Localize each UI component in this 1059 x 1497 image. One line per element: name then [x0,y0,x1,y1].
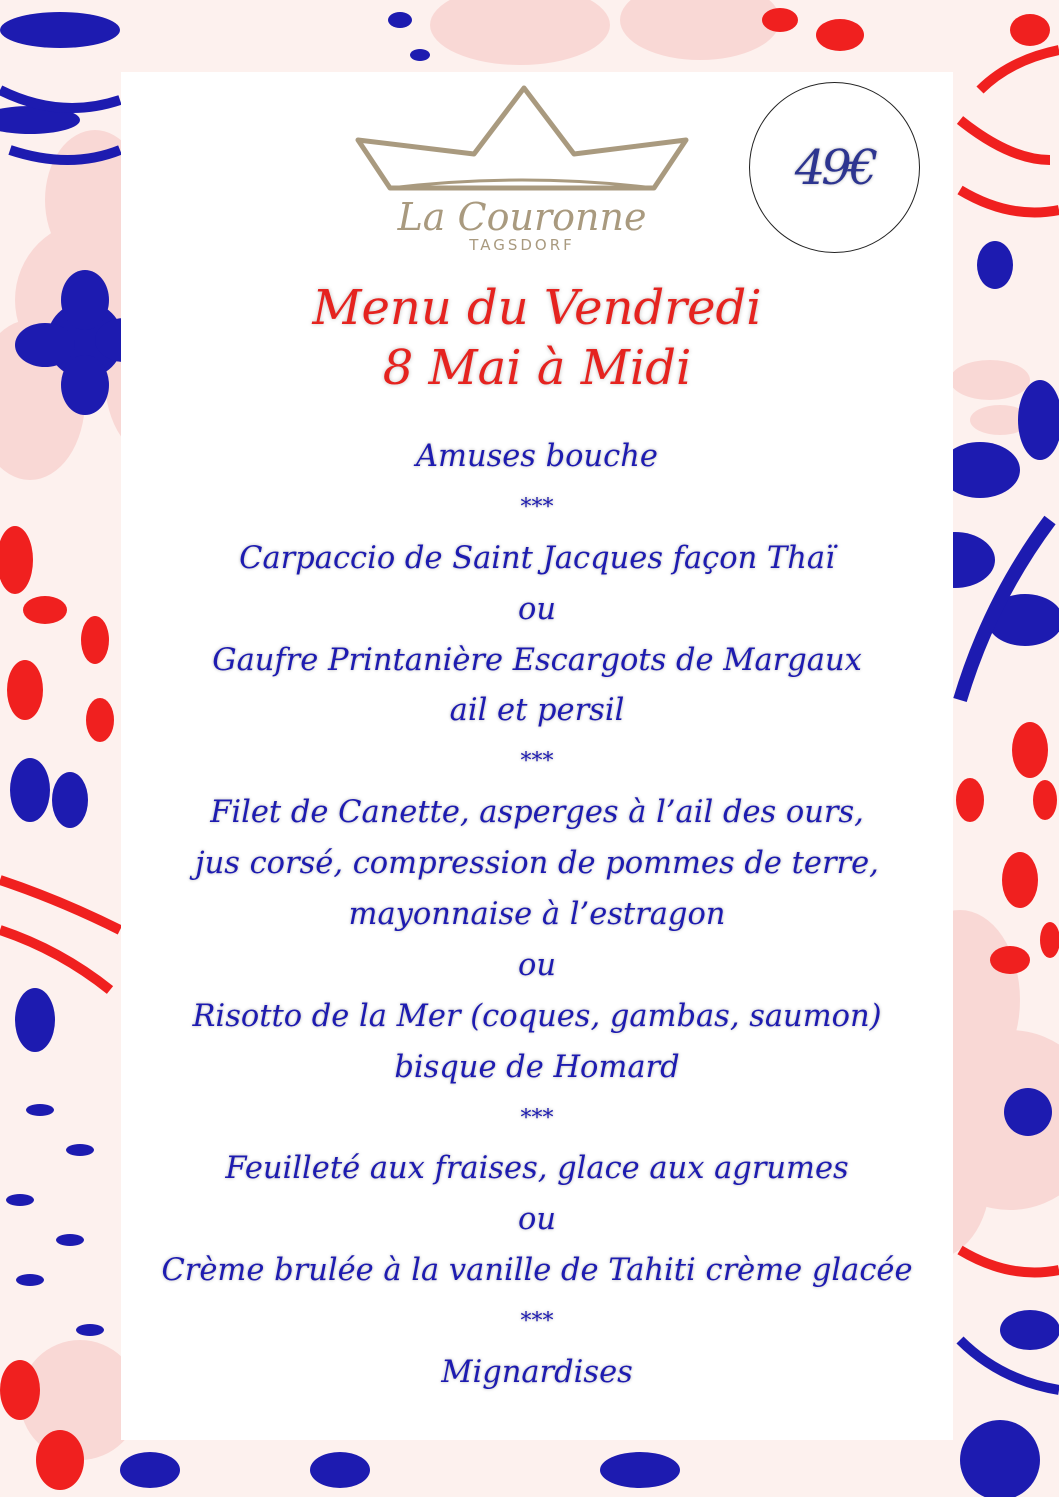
menu-item: Gaufre Printanière Escargots de Margaux [212,642,862,678]
price-value: 49€ [794,139,875,196]
menu-item: Mignardises [441,1355,633,1391]
menu-card [121,72,953,1440]
menu-item: Filet de Canette, asperges à l’ail des ours, [210,795,864,831]
menu-title-line2: 8 Mai à Midi [382,340,692,396]
logo-name: La Couronne [397,195,647,239]
separator: *** [520,1309,554,1335]
logo-place: TAGSDORF [469,236,575,254]
menu-item: bisque de Homard [394,1049,680,1085]
restaurant-logo [354,84,690,254]
menu-or: ou [517,1202,556,1238]
menu-item: mayonnaise à l’estragon [348,897,726,933]
menu-item: Risotto de la Mer (coques, gambas, saumon) [192,998,882,1034]
menu-item: jus corsé, compression de pommes de terre, [195,846,879,882]
menu-item: Amuses bouche [416,439,658,474]
separator: *** [520,494,554,520]
menu-or: ou [517,591,556,627]
separator: *** [520,749,554,775]
menu-item: ail et persil [449,693,625,729]
menu-list [121,432,953,1399]
separator: *** [520,1105,554,1131]
menu-item: Feuilleté aux fraises, glace aux agrumes [225,1151,849,1187]
menu-item: Carpaccio de Saint Jacques façon Thaï [239,540,835,576]
crown-icon [354,84,690,194]
price-badge [749,82,920,253]
menu-title-line1: Menu du Vendredi [312,280,762,336]
menu-or: ou [517,947,556,983]
menu-item: Crème brulée à la vanille de Tahiti crème glacée [161,1253,913,1289]
